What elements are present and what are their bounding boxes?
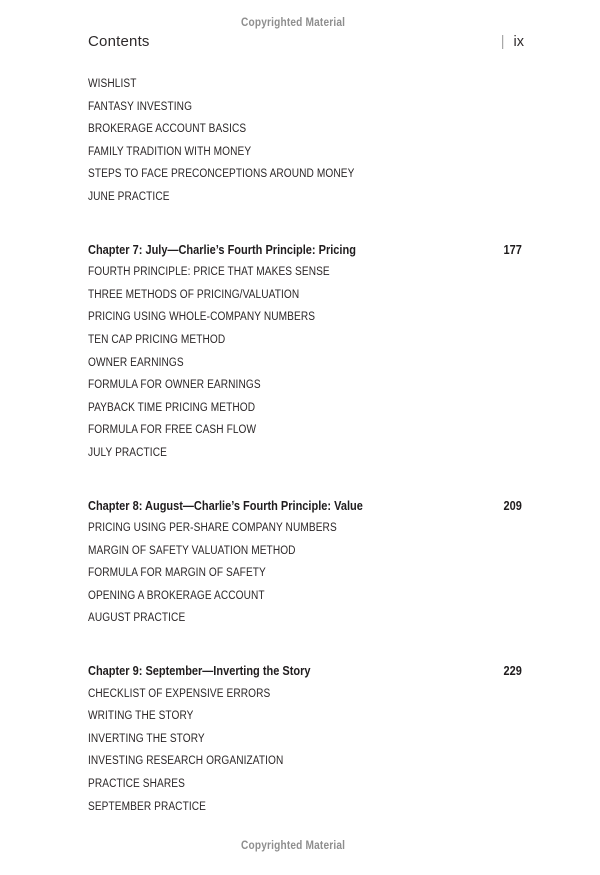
toc-item (88, 261, 522, 284)
toc-item-label: MARGIN OF SAFETY VALUATION METHOD (88, 544, 296, 557)
toc-item-label: FANTASY INVESTING (88, 100, 193, 113)
toc-item (88, 728, 522, 751)
toc-item (88, 607, 522, 630)
toc-item-label: INVESTING RESEARCH ORGANIZATION (88, 755, 284, 768)
toc-item-label: PAYBACK TIME PRICING METHOD (88, 401, 256, 414)
page-title: Contents (88, 33, 150, 50)
toc-item (88, 419, 522, 442)
copyright-notice-top: Copyrighted Material (240, 17, 345, 29)
toc-item (88, 374, 522, 397)
toc-item-label: PRICING USING WHOLE-COMPANY NUMBERS (88, 311, 316, 324)
toc-item (88, 442, 522, 465)
toc-item-label: FOURTH PRINCIPLE: PRICE THAT MAKES SENSE (88, 266, 330, 279)
toc-item (88, 585, 522, 608)
toc-item (88, 73, 522, 96)
toc-item (88, 517, 522, 540)
toc-item (88, 683, 522, 706)
chapter-heading-row (88, 660, 522, 683)
toc-item-label: WISHLIST (88, 78, 137, 90)
chapter-heading-row (88, 239, 522, 262)
toc-item (88, 284, 522, 307)
toc-item-label: FORMULA FOR FREE CASH FLOW (88, 424, 257, 437)
toc-item-label: JUNE PRACTICE (88, 190, 170, 203)
toc-item-label: FORMULA FOR MARGIN OF SAFETY (88, 567, 266, 580)
toc-item-label: FAMILY TRADITION WITH MONEY (88, 145, 252, 158)
chapter-page-number: 209 (503, 498, 522, 513)
chapter-heading-row (88, 495, 522, 518)
toc-item-label: STEPS TO FACE PRECONCEPTIONS AROUND MONEY (88, 168, 355, 181)
toc-item (88, 186, 522, 209)
toc-item-label: THREE METHODS OF PRICING/VALUATION (88, 288, 300, 301)
toc-section (88, 495, 522, 631)
toc-item-label: TEN CAP PRICING METHOD (88, 333, 226, 346)
toc-item (88, 141, 522, 164)
toc-item-label: WRITING THE STORY (88, 710, 194, 723)
toc-item-label: INVERTING THE STORY (88, 732, 205, 745)
contents-header (88, 32, 524, 52)
toc-section (88, 239, 522, 465)
toc-item (88, 329, 522, 352)
toc-item (88, 163, 522, 186)
toc-item-label: OPENING A BROKERAGE ACCOUNT (88, 589, 265, 602)
toc-item-label: JULY PRACTICE (88, 446, 167, 459)
toc-item-label: SEPTEMBER PRACTICE (88, 800, 206, 813)
toc-item (88, 750, 522, 773)
chapter-heading: Chapter 9: September—Inverting the Story (88, 664, 311, 679)
folio-separator: | (500, 34, 505, 50)
folio-number: ix (513, 34, 524, 50)
table-of-contents (88, 73, 522, 818)
chapter-heading: Chapter 8: August—Charlie’s Fourth Principle: Value (88, 498, 363, 513)
folio (501, 32, 524, 52)
toc-item-label: AUGUST PRACTICE (88, 612, 186, 625)
toc-item-label: PRACTICE SHARES (88, 778, 185, 791)
toc-item-label: OWNER EARNINGS (88, 356, 184, 369)
toc-section (88, 660, 522, 818)
toc-item (88, 562, 522, 585)
toc-item-label: CHECKLIST OF EXPENSIVE ERRORS (88, 687, 271, 700)
toc-item (88, 397, 522, 420)
toc-item (88, 118, 522, 141)
chapter-page-number: 229 (503, 664, 522, 679)
toc-item (88, 540, 522, 563)
toc-item (88, 796, 522, 819)
toc-item (88, 96, 522, 119)
chapter-page-number: 177 (503, 242, 522, 257)
copyright-notice-bottom: Copyrighted Material (240, 840, 345, 852)
toc-item-label: PRICING USING PER-SHARE COMPANY NUMBERS (88, 522, 337, 535)
toc-item (88, 705, 522, 728)
toc-item-label: FORMULA FOR OWNER EARNINGS (88, 379, 261, 392)
toc-item-label: BROKERAGE ACCOUNT BASICS (88, 123, 247, 136)
toc-item (88, 306, 522, 329)
toc-section (88, 73, 522, 209)
chapter-heading: Chapter 7: July—Charlie’s Fourth Principle: Pricing (88, 242, 356, 257)
toc-item (88, 352, 522, 375)
toc-item (88, 773, 522, 796)
